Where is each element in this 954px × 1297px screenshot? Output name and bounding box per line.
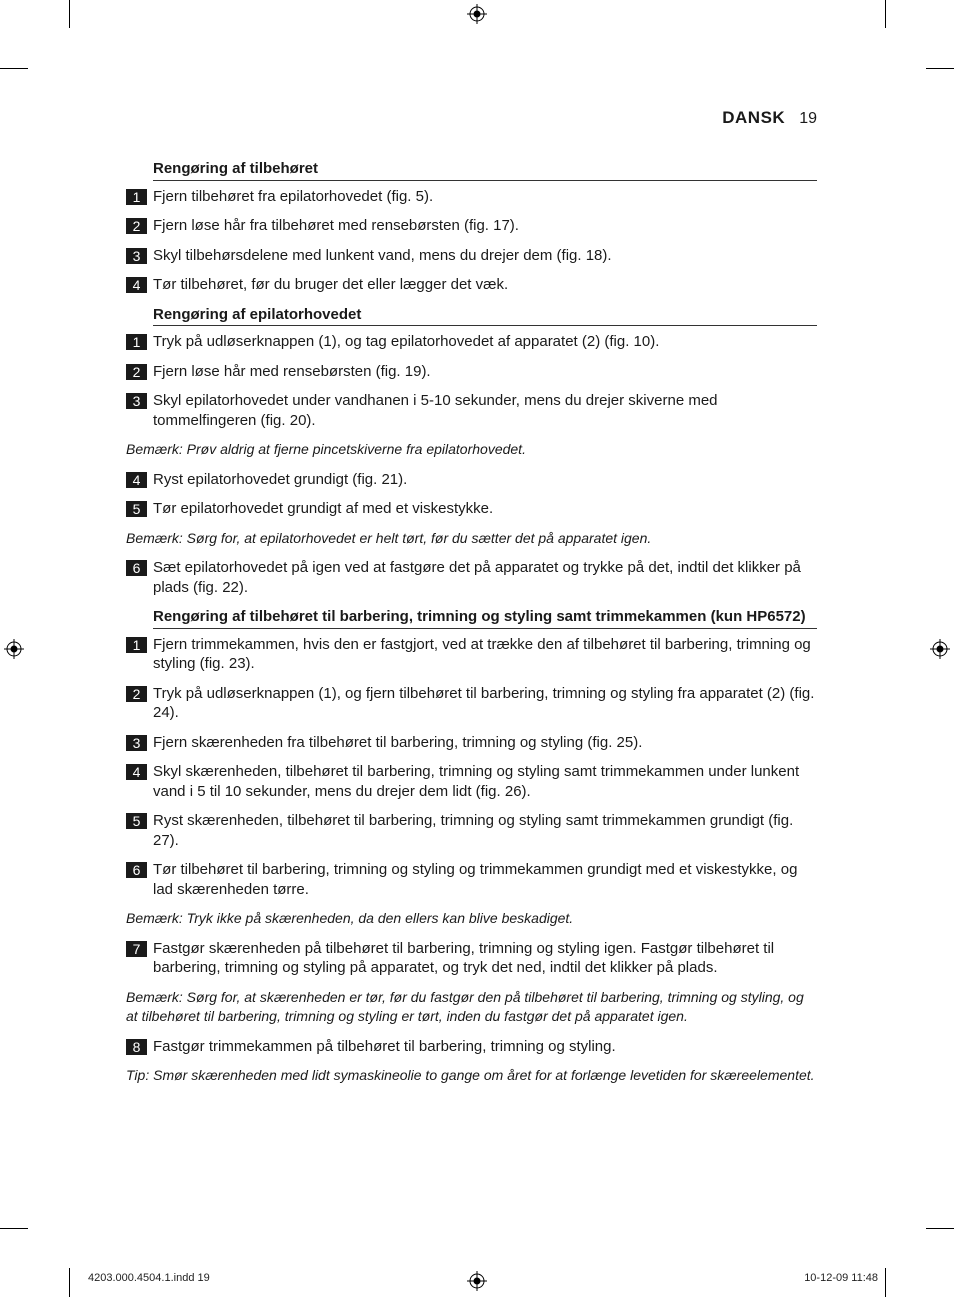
- registration-mark-icon: [4, 639, 24, 659]
- registration-mark-icon: [467, 4, 487, 24]
- step-number-badge: 5: [126, 813, 147, 829]
- footer-datetime: 10-12-09 11:48: [804, 1272, 878, 1284]
- crop-mark: [885, 0, 886, 28]
- instruction-step: [126, 499, 817, 519]
- crop-mark: [926, 68, 954, 69]
- instruction-step: [126, 470, 817, 490]
- step-text: Fjern trimmekammen, hvis den er fastgjort, ved at trække den af tilbehøret til barbering, trimning og styling (fig. 23).: [153, 635, 811, 672]
- crop-mark: [926, 1228, 954, 1229]
- instruction-step: [126, 362, 817, 382]
- crop-mark: [69, 1268, 70, 1297]
- instruction-step: [126, 332, 817, 352]
- step-number-badge: 6: [126, 862, 147, 878]
- step-number-badge: 4: [126, 764, 147, 780]
- step-text: Fjern løse hår med rensebørsten (fig. 19).: [153, 362, 431, 380]
- step-text: Fjern skærenheden fra tilbehøret til barbering, trimning og styling (fig. 25).: [153, 733, 643, 751]
- instruction-step: [126, 216, 817, 236]
- step-text: Fjern tilbehøret fra epilatorhovedet (fig. 5).: [153, 187, 434, 205]
- step-number-badge: 5: [126, 501, 147, 517]
- page-content: [126, 159, 817, 1096]
- note-text: Bemærk: Prøv aldrig at fjerne pincetskiverne fra epilatorhovedet.: [126, 441, 526, 457]
- step-number-badge: 2: [126, 218, 147, 234]
- step-text: Tør tilbehøret til barbering, trimning og styling og trimmekammen grundigt med et viskestykke, og lad skærenheden tørre.: [153, 861, 798, 898]
- instruction-step: [126, 860, 817, 899]
- instruction-step: [126, 811, 817, 850]
- step-number-badge: 1: [126, 189, 147, 205]
- step-text: Fastgør trimmekammen på tilbehøret til barbering, trimning og styling.: [153, 1037, 616, 1055]
- step-text: Skyl tilbehørsdelene med lunkent vand, mens du drejer dem (fig. 18).: [153, 246, 612, 264]
- step-number-badge: 3: [126, 248, 147, 264]
- step-text: Tryk på udløserknappen (1), og fjern tilbehøret til barbering, trimning og styling fra apparatet (2) (fig. 24).: [153, 684, 815, 721]
- step-text: Tryk på udløserknappen (1), og tag epilatorhovedet af apparatet (2) (fig. 10).: [153, 333, 660, 350]
- step-text: Sæt epilatorhovedet på igen ved at fastgøre det på apparatet og trykke på det, indtil det klikker på plads (fig. 22).: [153, 559, 801, 596]
- instruction-step: [126, 246, 817, 266]
- step-number-badge: 4: [126, 472, 147, 488]
- step-number-badge: 4: [126, 277, 147, 293]
- step-text: Tør tilbehøret, før du bruger det eller lægger det væk.: [153, 276, 509, 293]
- step-text: Ryst epilatorhovedet grundigt (fig. 21).: [153, 470, 408, 488]
- instruction-step: [126, 187, 817, 207]
- language-label: DANSK: [722, 108, 786, 127]
- section-heading: Rengøring af tilbehøret til barbering, trimning og styling samt trimmekammen (kun HP6572): [153, 607, 817, 629]
- note-text: Tip: Smør skærenheden med lidt symaskineolie to gange om året for at forlænge levetiden for skæreelementet.: [126, 1067, 815, 1083]
- step-number-badge: 1: [126, 637, 147, 653]
- crop-mark: [69, 0, 70, 28]
- instruction-step: [126, 391, 817, 430]
- instruction-step: [126, 762, 817, 801]
- step-number-badge: 8: [126, 1039, 147, 1055]
- instruction-step: [126, 733, 817, 753]
- instruction-step: [126, 558, 817, 597]
- crop-mark: [0, 68, 28, 69]
- step-text: Fastgør skærenheden på tilbehøret til barbering, trimning og styling igen. Fastgør tilbehøret til barbering, trimning og styling på apparatet, og tryk det ned, indtil det klikker på plads.: [153, 939, 775, 976]
- note-text: Bemærk: Tryk ikke på skærenheden, da den ellers kan blive beskadiget.: [126, 910, 574, 926]
- step-number-badge: 7: [126, 941, 147, 957]
- instruction-step: [126, 275, 817, 295]
- step-number-badge: 3: [126, 393, 147, 409]
- note-text: Bemærk: Sørg for, at skærenheden er tør, før du fastgør den på tilbehøret til barbering, trimning og styling, og at tilbehøret til barbering, trimning og styling er tørt, inden du fastgør det på apparatet igen.: [126, 988, 804, 1024]
- crop-mark: [0, 1228, 28, 1229]
- step-text: Tør epilatorhovedet grundigt af med et viskestykke.: [153, 500, 494, 517]
- footer-file: 4203.000.4504.1.indd 19: [88, 1272, 210, 1284]
- step-number-badge: 2: [126, 686, 147, 702]
- step-number-badge: 1: [126, 334, 147, 350]
- step-text: Ryst skærenheden, tilbehøret til barbering, trimning og styling samt trimmekammen grundigt (fig. 27).: [153, 812, 794, 849]
- instruction-step: [126, 939, 817, 978]
- instruction-step: [126, 1037, 817, 1057]
- step-number-badge: 2: [126, 364, 147, 380]
- crop-mark: [885, 1268, 886, 1297]
- instruction-step: [126, 684, 817, 723]
- step-text: Skyl epilatorhovedet under vandhanen i 5-10 sekunder, mens du drejer skiverne med tommelfingeren (fig. 20).: [153, 392, 718, 429]
- registration-mark-icon: [467, 1271, 487, 1291]
- page-header: [126, 108, 817, 128]
- instruction-step: [126, 635, 817, 674]
- step-text: Fjern løse hår fra tilbehøret med rensebørsten (fig. 17).: [153, 217, 519, 234]
- registration-mark-icon: [930, 639, 950, 659]
- step-text: Skyl skærenheden, tilbehøret til barbering, trimning og styling samt trimmekammen under lunkent vand i 5 til 10 sekunder, mens du drejer dem lidt (fig. 26).: [153, 763, 800, 800]
- step-number-badge: 6: [126, 560, 147, 576]
- section-heading: Rengøring af tilbehøret: [153, 159, 817, 181]
- page-number: 19: [799, 110, 817, 127]
- step-number-badge: 3: [126, 735, 147, 751]
- section-heading: Rengøring af epilatorhovedet: [153, 305, 817, 327]
- note-text: Bemærk: Sørg for, at epilatorhovedet er helt tørt, før du sætter det på apparatet igen.: [126, 529, 652, 546]
